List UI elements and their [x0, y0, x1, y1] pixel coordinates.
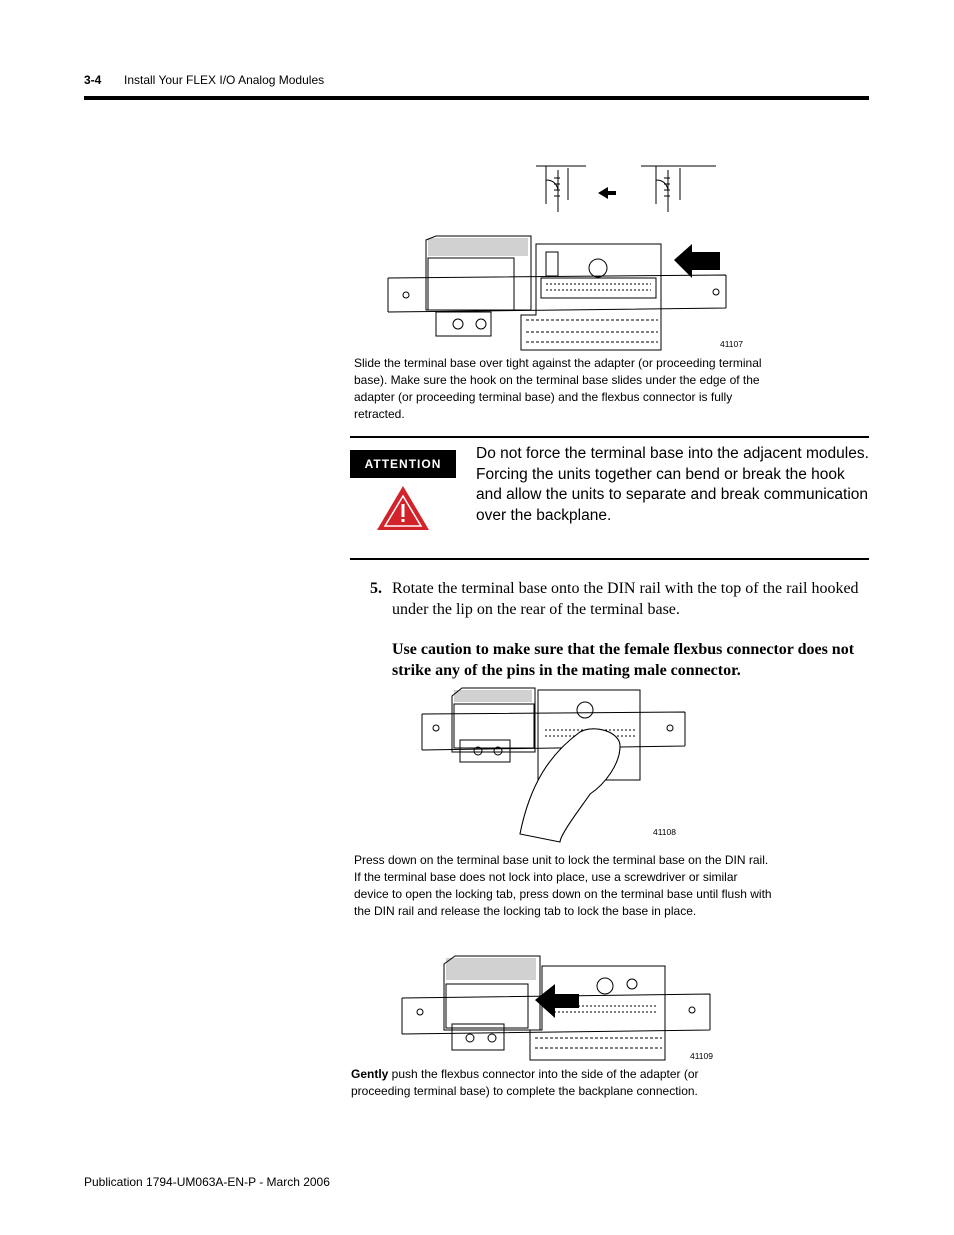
figure-number: 41107: [719, 339, 743, 349]
terminal-base-slide-illustration: [386, 160, 743, 356]
caption-text: push the flexbus connector into the side of the adapter (or proceeding terminal base) to complete the backplane connection.: [351, 1067, 699, 1098]
figure-push-flexbus-connector: [400, 950, 720, 1069]
page-number: 3-4: [84, 73, 102, 87]
figure-number: 41108: [652, 827, 676, 837]
figure-number: 41109: [689, 1051, 713, 1061]
figure-slide-terminal-base: [386, 160, 743, 361]
attention-bottom-rule: [350, 558, 869, 560]
figure-caption: [351, 1066, 751, 1100]
flexbus-connector-illustration: [400, 950, 720, 1064]
figure-caption: Slide the terminal base over tight against the adapter (or proceeding terminal base). Make sure the hook on the terminal base slides under the edge of the adapter (or proceeding terminal base) and the flexbus connector is fully retracted.: [354, 356, 762, 421]
terminal-base-rotate-illustration: [420, 684, 690, 844]
figure-rotate-terminal-base: [420, 684, 690, 849]
step-text: Rotate the terminal base onto the DIN rail with the top of the rail hooked under the lip on the rear of the terminal base.: [392, 580, 859, 618]
chapter-title: Install Your FLEX I/O Analog Modules: [124, 73, 325, 87]
step-number: 5.: [370, 580, 382, 597]
publication-footer: Publication 1794-UM063A-EN-P - March 2006: [84, 1175, 330, 1189]
caption-emphasis: Gently: [351, 1067, 389, 1081]
figure-caption: Press down on the terminal base unit to lock the terminal base on the DIN rail. If the terminal base does not lock into place, use a screwdriver or similar device to open the locking tab, press down on the terminal base until flush with the DIN rail and release the locking tab to lock the base in place.: [354, 853, 772, 918]
step-caution: Use caution to make sure that the female flexbus connector does not strike any of the pins in the mating male connector.: [392, 641, 855, 679]
attention-text: Do not force the terminal base into the adjacent modules. Forcing the units together can bend or break the hook and allow the units to separate and break communication over the backplane.: [476, 445, 869, 524]
attention-label: ATTENTION: [350, 450, 456, 478]
attention-top-rule: [350, 436, 869, 438]
warning-triangle-icon: [375, 484, 431, 537]
header-rule: [84, 96, 869, 100]
